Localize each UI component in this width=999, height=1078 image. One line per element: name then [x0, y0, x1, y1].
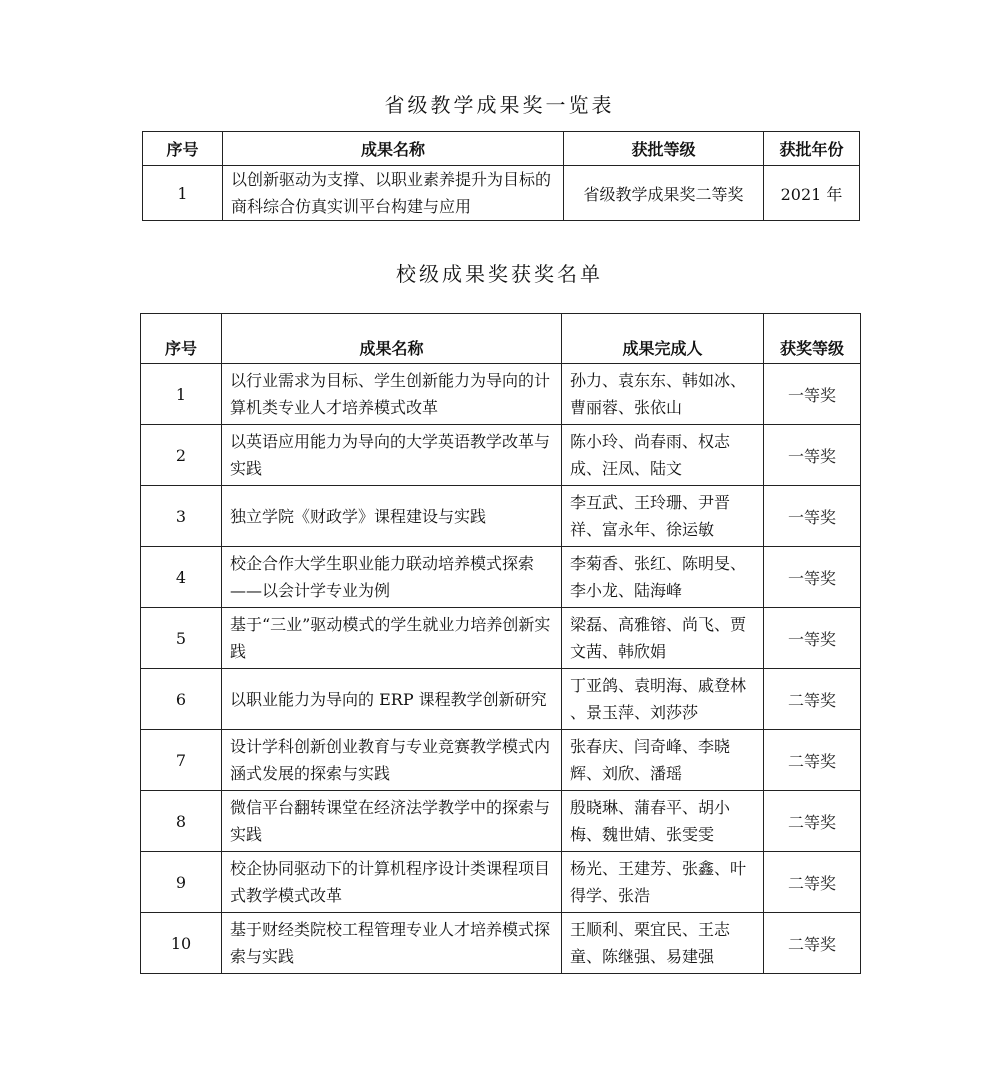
cell-grade: 一等奖 — [764, 486, 861, 547]
provincial-table-title: 省级教学成果奖一览表 — [384, 93, 615, 117]
cell-people: 李互武、王玲珊、尹晋祥、富永年、徐运敏 — [562, 486, 764, 547]
table-header-row — [141, 314, 861, 364]
table-row — [141, 547, 861, 608]
table-row — [141, 425, 861, 486]
cell-grade: 二等奖 — [764, 730, 861, 791]
provincial-awards-table — [142, 131, 860, 221]
cell-grade: 二等奖 — [764, 669, 861, 730]
school-table-title: 校级成果奖获奖名单 — [396, 262, 603, 286]
cell-no: 9 — [141, 852, 222, 913]
cell-grade: 一等奖 — [764, 425, 861, 486]
cell-grade: 一等奖 — [764, 364, 861, 425]
table-row — [143, 166, 860, 221]
cell-no: 5 — [141, 608, 222, 669]
cell-name: 基于“三业”驱动模式的学生就业力培养创新实践 — [222, 608, 562, 669]
header-name: 成果名称 — [222, 314, 562, 364]
cell-name: 设计学科创新创业教育与专业竞赛教学模式内涵式发展的探索与实践 — [222, 730, 562, 791]
cell-name: 校企协同驱动下的计算机程序设计类课程项目式教学模式改革 — [222, 852, 562, 913]
cell-grade: 二等奖 — [764, 913, 861, 974]
cell-name: 以创新驱动为支撑、以职业素养提升为目标的商科综合仿真实训平台构建与应用 — [223, 166, 564, 221]
cell-no: 1 — [141, 364, 222, 425]
cell-people: 丁亚鸽、袁明海、戚登林 、景玉萍、刘莎莎 — [562, 669, 764, 730]
cell-people: 王顺利、栗宜民、王志童、陈继强、易建强 — [562, 913, 764, 974]
table-header-row — [143, 132, 860, 166]
cell-people: 陈小玲、尚春雨、权志成、汪凤、陆文 — [562, 425, 764, 486]
table-row — [141, 730, 861, 791]
cell-people: 孙力、袁东东、韩如冰、曹丽蓉、张依山 — [562, 364, 764, 425]
cell-no: 10 — [141, 913, 222, 974]
cell-no: 8 — [141, 791, 222, 852]
header-people: 成果完成人 — [562, 314, 764, 364]
table-row — [141, 791, 861, 852]
cell-no: 3 — [141, 486, 222, 547]
cell-no: 2 — [141, 425, 222, 486]
header-level: 获批等级 — [564, 132, 764, 166]
header-no: 序号 — [143, 132, 223, 166]
header-no: 序号 — [141, 314, 222, 364]
table-row — [141, 669, 861, 730]
cell-grade: 一等奖 — [764, 608, 861, 669]
cell-grade: 二等奖 — [764, 852, 861, 913]
cell-name: 独立学院《财政学》课程建设与实践 — [222, 486, 562, 547]
table-row — [141, 913, 861, 974]
header-year: 获批年份 — [764, 132, 860, 166]
cell-no: 4 — [141, 547, 222, 608]
cell-name: 以行业需求为目标、学生创新能力为导向的计算机类专业人才培养模式改革 — [222, 364, 562, 425]
table-row — [141, 486, 861, 547]
cell-grade: 一等奖 — [764, 547, 861, 608]
cell-name: 以职业能力为导向的 ERP 课程教学创新研究 — [222, 669, 562, 730]
table-row — [141, 364, 861, 425]
cell-name: 微信平台翻转课堂在经济法学教学中的探索与实践 — [222, 791, 562, 852]
table-row — [141, 852, 861, 913]
table-row — [141, 608, 861, 669]
school-awards-table — [140, 313, 861, 974]
cell-people: 张春庆、闫奇峰、李晓辉、刘欣、潘瑶 — [562, 730, 764, 791]
header-grade: 获奖等级 — [764, 314, 861, 364]
header-name: 成果名称 — [223, 132, 564, 166]
cell-people: 梁磊、高雅镕、尚飞、贾文茜、韩欣娟 — [562, 608, 764, 669]
cell-people: 殷晓琳、蒲春平、胡小梅、魏世婧、张雯雯 — [562, 791, 764, 852]
cell-no: 1 — [143, 166, 223, 221]
cell-year: 2021 年 — [764, 166, 860, 221]
cell-people: 李菊香、张红、陈明旻、李小龙、陆海峰 — [562, 547, 764, 608]
cell-no: 6 — [141, 669, 222, 730]
cell-name: 校企合作大学生职业能力联动培养模式探索——以会计学专业为例 — [222, 547, 562, 608]
cell-grade: 二等奖 — [764, 791, 861, 852]
cell-name: 基于财经类院校工程管理专业人才培养模式探索与实践 — [222, 913, 562, 974]
cell-people: 杨光、王建芳、张鑫、叶得学、张浩 — [562, 852, 764, 913]
cell-name: 以英语应用能力为导向的大学英语教学改革与实践 — [222, 425, 562, 486]
cell-level: 省级教学成果奖二等奖 — [564, 166, 764, 221]
cell-no: 7 — [141, 730, 222, 791]
